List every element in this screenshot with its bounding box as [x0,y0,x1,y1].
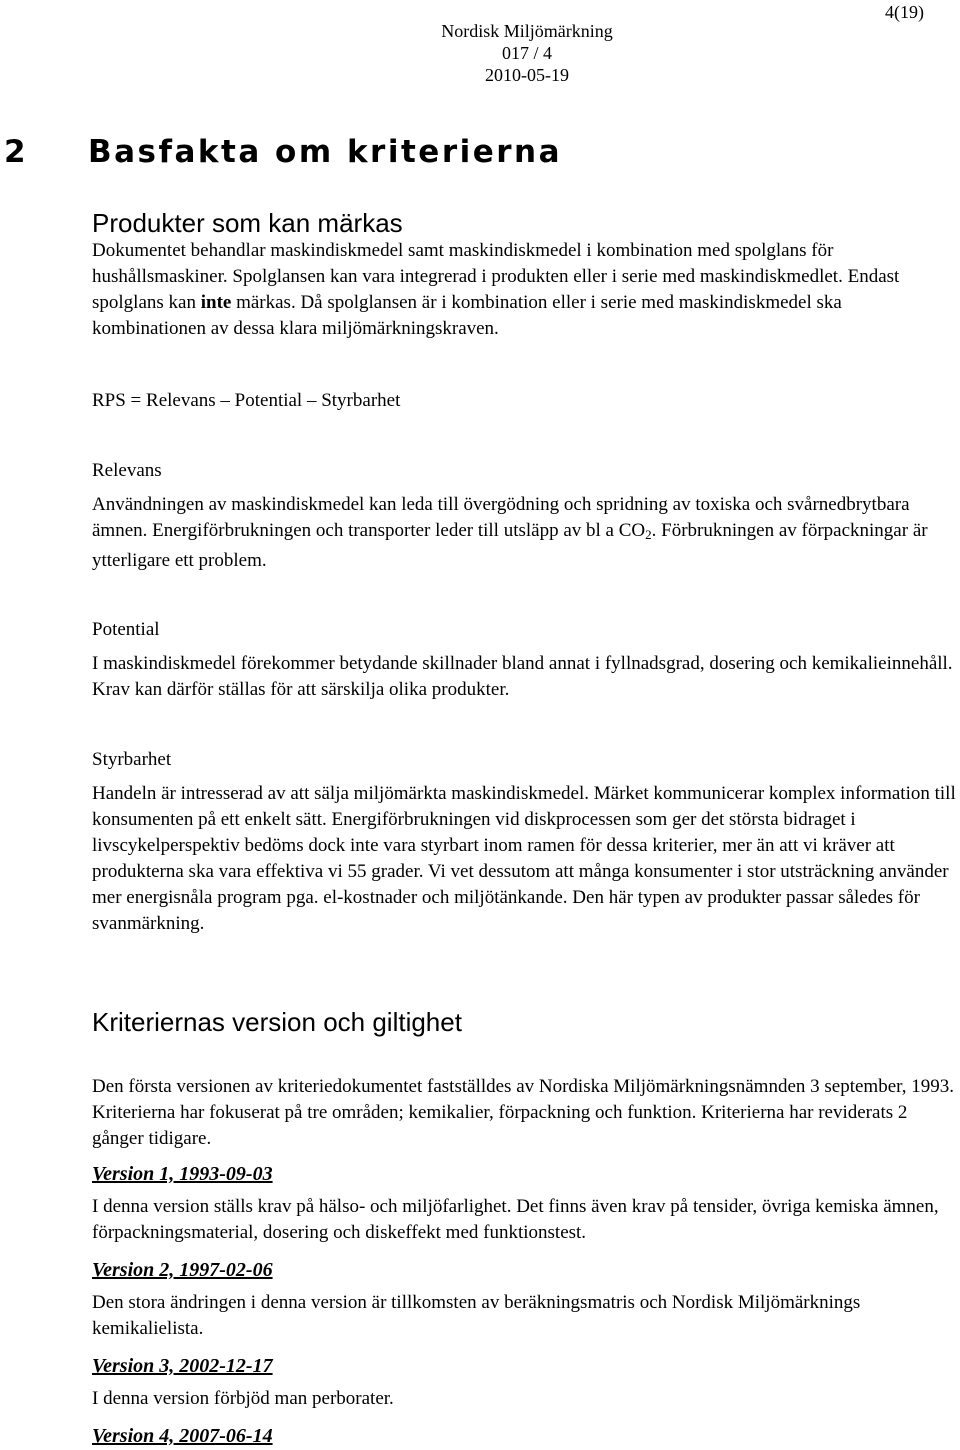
version-item [92,1256,958,1342]
chapter-number: 2 [4,134,29,170]
products-text-bold: inte [200,292,232,313]
header-organization: Nordisk Miljömärkning [441,21,613,41]
page-number: 4(19) [885,2,924,22]
version-title: Version 1, 1993-09-03 [92,1163,273,1185]
header-doc-number: 017 / 4 [501,43,552,63]
styrbarhet-text: Handeln är intresserad av att sälja miljömärkta maskindiskmedel. Märket kommunicerar komplex information till konsumenten på ett enkelt sätt. Energiförbrukningen vid diskprocessen som ger det största bidraget i livscykelperspektiv bedöms dock inte vara styrbart inom ramen för dessa kriterier, mer än att vi kräver att produkterna ska vara effektiva vi 55 grader. Vi vet dessutom att många konsumenter i stor utsträckning använder mer energisnåla program pga. el-kostnader och miljötänkande. Den här typen av produkter passar således för svanmärkning. [92,783,956,934]
relevans-text-part2: . Förbrukningen av förpackningar är ytterligare ett problem. [92,520,928,571]
relevans-subscript: 2 [645,527,652,542]
products-text [92,238,958,342]
rps-heading: RPS = Relevans – Potential – Styrbarhet [92,390,401,411]
relevans-text [92,492,958,574]
version-item [92,1422,958,1450]
relevans-text-part1: Användningen av maskindiskmedel kan leda till övergödning och spridning av toxiska och svårnedbrytbara ämnen. Energiförbrukningen och transporter leder till utsläpp av bl a CO [92,494,910,541]
version-text: Den stora ändringen i denna version är tillkomsten av beräkningsmatris och Nordisk Miljömärknings kemikalielista. [92,1292,861,1339]
version-item [92,1160,958,1246]
products-text-part2: märkas. Då spolglansen är i kombination eller i serie med maskindiskmedel ska kombinationen av dessa klara miljömärkningskraven. [92,292,842,339]
relevans-heading: Relevans [92,460,162,481]
versions-intro: Den första versionen av kriteriedokumentet fastställdes av Nordiska Miljömärkningsnämnden 3 september, 1993. Kriterierna har fokuserat på tre områden; kemikalier, förpackning och funktion. Kriterierna har reviderats 2 gånger tidigare. [92,1076,954,1149]
section-relevans [92,458,958,574]
chapter-heading [4,134,904,170]
versions-heading: Kriteriernas version och giltighet [92,1007,462,1037]
potential-heading: Potential [92,619,160,640]
section-products [92,208,958,342]
version-text: I denna version förbjöd man perborater. [92,1388,394,1409]
version-title: Version 3, 2002-12-17 [92,1355,273,1377]
version-item [92,1352,958,1412]
document-header [437,20,617,86]
section-potential [92,617,958,703]
header-date: 2010-05-19 [485,65,569,85]
version-title: Version 4, 2007-06-14 [92,1425,273,1447]
styrbarhet-heading: Styrbarhet [92,749,172,770]
chapter-title: Basfakta om kriterierna [88,134,563,170]
products-text-part1: Dokumentet behandlar maskindiskmedel samt maskindiskmedel i kombination med spolglans för hushållsmaskiner. Spolglansen kan vara integrerad i produkten eller i serie med maskindiskmedlet. Endast spolglans kan [92,240,900,313]
potential-text: I maskindiskmedel förekommer betydande skillnader bland annat i fyllnadsgrad, dosering och kemikalieinnehåll. Krav kan därför ställas för att särskilja olika produkter. [92,653,953,700]
version-text: I denna version ställs krav på hälso- och miljöfarlighet. Det finns även krav på tensider, övriga kemiska ämnen, förpackningsmaterial, dosering och diskeffekt med funktionstest. [92,1196,939,1243]
version-title: Version 2, 1997-02-06 [92,1259,273,1281]
products-heading: Produkter som kan märkas [92,208,403,238]
section-styrbarhet [92,747,958,937]
